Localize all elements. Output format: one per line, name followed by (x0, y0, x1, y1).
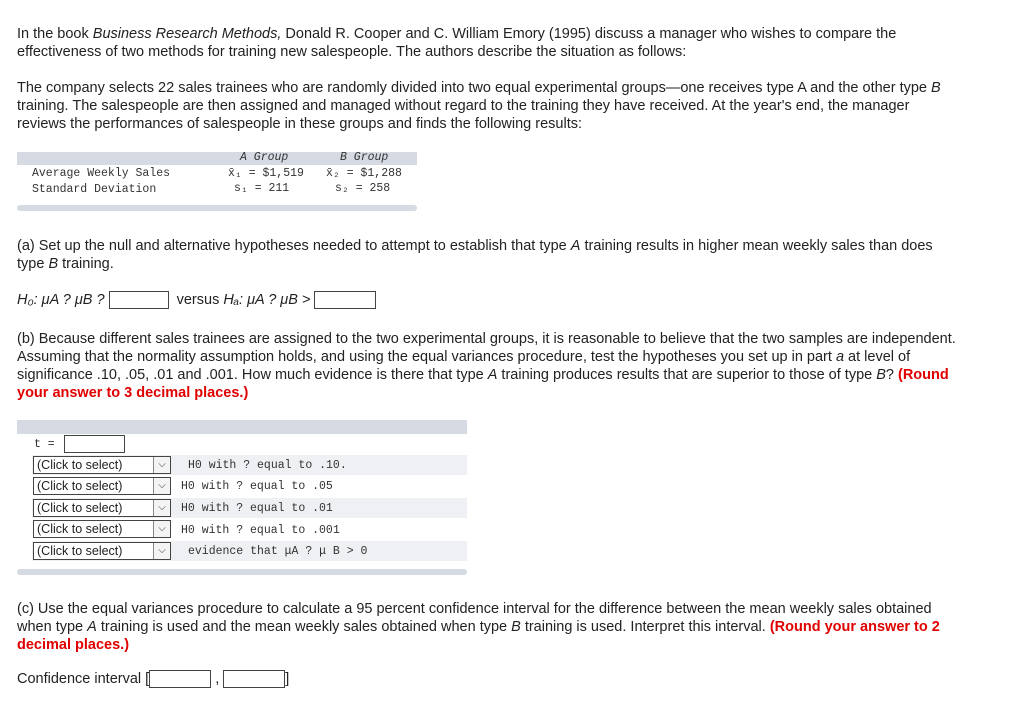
answer-block-header (17, 420, 467, 434)
select-value: (Click to select) (37, 458, 123, 472)
letter-b: B (876, 367, 886, 383)
decision-select-01[interactable] (33, 499, 171, 517)
null-hypothesis-input[interactable] (109, 291, 169, 309)
select-value: (Click to select) (37, 522, 123, 536)
part-b-text: (b) Because different sales trainees are assigned to the two experimental groups, it is reasonable to believe that the two samples are independent. Assuming that the normality assumption holds, and using the equal variances procedure, test the hypotheses you set up in part (17, 331, 956, 365)
intro-paragraph-1 (17, 25, 962, 61)
null-hypothesis-label: H₀: μA ? μB ? (17, 292, 105, 308)
chevron-down-icon: ⌵ (153, 500, 170, 516)
ci-comma: , (215, 671, 220, 687)
chevron-down-icon: ⌵ (153, 478, 170, 494)
confidence-interval-row (17, 669, 289, 689)
decision-label-01: H0 with ? equal to .01 (181, 502, 333, 515)
versus-label: versus (176, 292, 220, 308)
select-value: (Click to select) (37, 479, 123, 493)
evidence-select[interactable] (33, 542, 171, 560)
letter-b: B (931, 80, 941, 96)
part-a-text-2: training results in higher mean weekly sales than does type (17, 238, 933, 272)
letter-a: A (487, 367, 498, 383)
alt-hypothesis-label: Hₐ: μA ? μB > (223, 292, 311, 308)
answer-block-scrollbar (17, 569, 467, 575)
book-title: Business Research Methods, (92, 26, 282, 42)
part-b-text-2: at level of significance .10, .05, .01 and .001. How much evidence is there that type (17, 349, 911, 383)
part-b-question (17, 330, 962, 402)
letter-b: B (511, 619, 521, 635)
part-b-text-3: training produces results that are superior to those of type (497, 367, 877, 383)
results-table-scrollbar (17, 205, 417, 211)
letter-a: A (570, 238, 581, 254)
part-a-text-3: training. (58, 256, 114, 272)
t-stat-input[interactable] (64, 435, 125, 453)
intro-p2-text-cont: training. The salespeople are then assigned and managed without regard to the training they have received. At the year's end, the manager reviews the performances of salespeople in these groups and finds the following results: (17, 98, 910, 132)
decision-select-05[interactable] (33, 477, 171, 495)
ci-close: ] (285, 671, 290, 687)
part-a-question (17, 237, 962, 273)
chevron-down-icon: ⌵ (153, 521, 170, 537)
hypotheses-row (17, 290, 376, 310)
select-value: (Click to select) (37, 501, 123, 515)
intro-text: In the book (17, 26, 93, 42)
row-label-std-dev: Standard Deviation (32, 183, 157, 196)
part-letter-a: a (835, 349, 845, 365)
decision-select-001[interactable] (33, 520, 171, 538)
part-c-text-3: training is used. Interpret this interval. (520, 619, 770, 635)
ci-lower-input[interactable] (149, 670, 211, 688)
letter-b: B (48, 256, 59, 272)
part-a-text: (a) Set up the null and alternative hypotheses needed to attempt to establish that type (17, 238, 571, 254)
letter-a: A (87, 619, 97, 635)
avg-sales-a: x̄₁ = $1,519 (228, 167, 304, 180)
part-b-text-4: ? (885, 367, 898, 383)
part-c-text: (c) Use the equal variances procedure to calculate a 95 percent confidence interval for the difference between the mean weekly sales obtained when type (17, 601, 932, 635)
ci-upper-input[interactable] (223, 670, 285, 688)
intro-p2-text: The company selects 22 sales trainees who are randomly divided into two equal experimental groups—one receives type A and the other type (17, 80, 932, 96)
t-stat-label: t = (34, 438, 55, 451)
decision-select-10[interactable] (33, 456, 171, 474)
part-c-question (17, 600, 962, 654)
avg-sales-b: x̄₂ = $1,288 (326, 167, 402, 180)
chevron-down-icon: ⌵ (153, 457, 170, 473)
round-instruction-b: (Round your answer to 3 decimal places.) (17, 367, 949, 401)
decision-label-001: H0 with ? equal to .001 (181, 524, 340, 537)
row-label-avg-sales: Average Weekly Sales (32, 167, 171, 180)
decision-label-10: H0 with ? equal to .10. (188, 459, 347, 472)
alt-hypothesis-input[interactable] (314, 291, 376, 309)
std-dev-a: s₁ = 211 (234, 182, 290, 195)
intro-text-cont: Donald R. Cooper and C. William Emory (1995) discuss a manager who wishes to compare the effectiveness of two methods for training new salespeople. The authors describe the situation as follows: (17, 26, 897, 60)
ci-label: Confidence interval [ (17, 671, 150, 687)
intro-paragraph-2 (17, 79, 962, 133)
col-header-a: A Group (240, 151, 289, 164)
select-value: (Click to select) (37, 544, 123, 558)
col-header-b: B Group (340, 151, 389, 164)
std-dev-b: s₂ = 258 (335, 182, 391, 195)
part-c-text-2: training is used and the mean weekly sales obtained when type (96, 619, 512, 635)
decision-label-05: H0 with ? equal to .05 (181, 480, 333, 493)
round-instruction-c: (Round your answer to 2 decimal places.) (17, 619, 940, 653)
evidence-label: evidence that μA ? μ B > 0 (188, 545, 368, 558)
chevron-down-icon: ⌵ (153, 543, 170, 559)
